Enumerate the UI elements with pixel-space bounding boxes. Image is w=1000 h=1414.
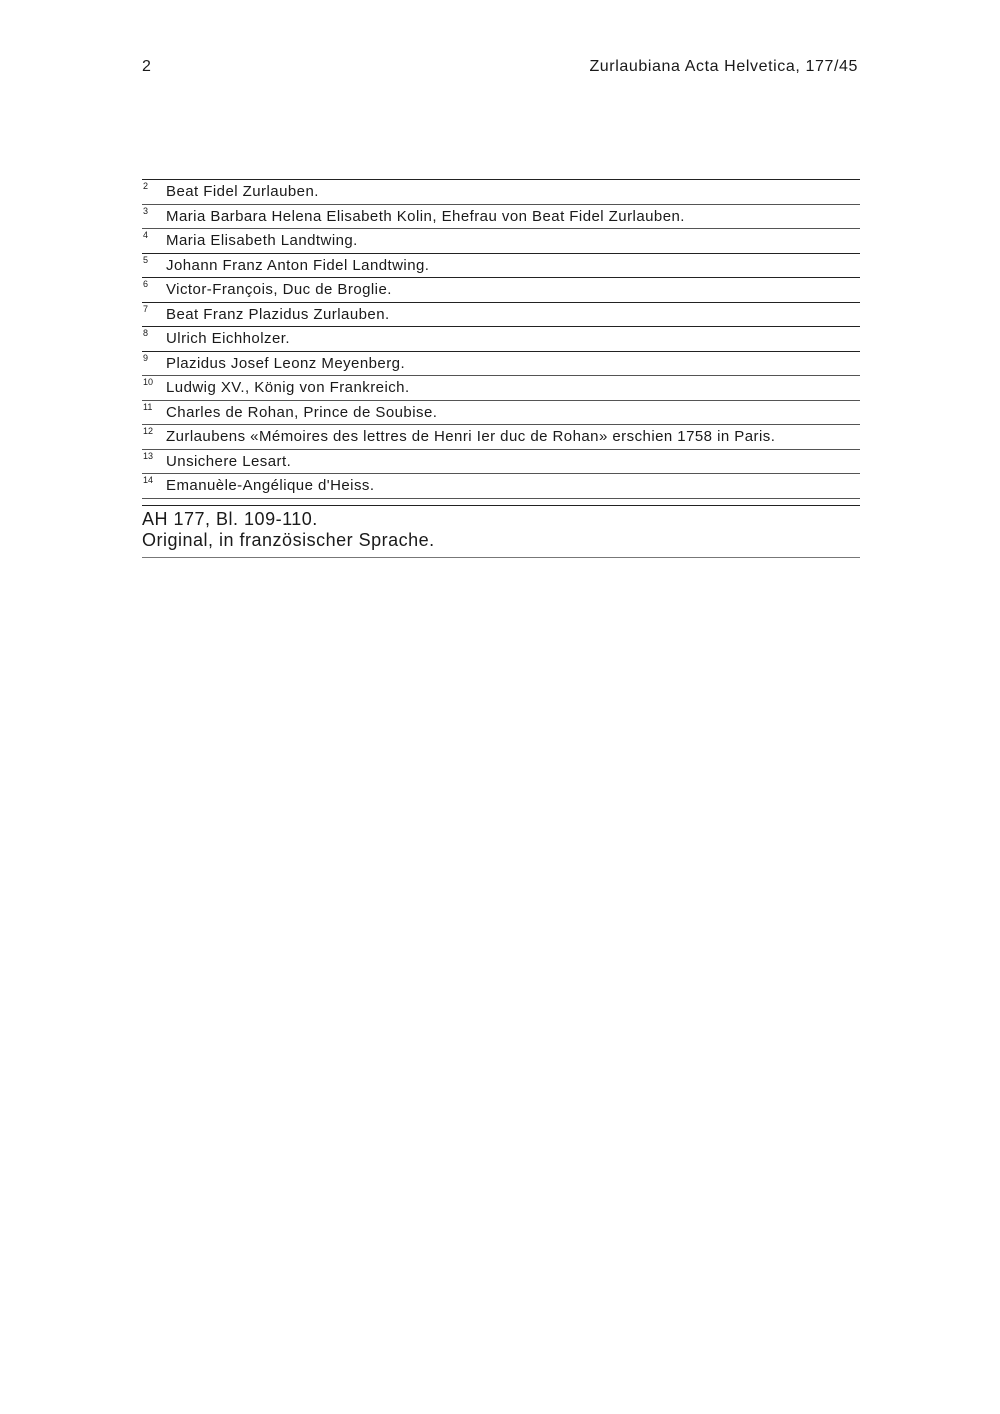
footnote-number: 11 <box>143 401 153 412</box>
footnote-number: 6 <box>143 279 149 289</box>
footnote-text: Ludwig XV., König von Frankreich. <box>166 379 410 396</box>
footnote-text: Beat Fidel Zurlauben. <box>166 183 319 200</box>
footnote-row <box>142 303 860 328</box>
footnote-number: 7 <box>143 303 149 314</box>
footnote-row <box>142 474 860 499</box>
footnote-number: 10 <box>143 377 154 387</box>
footnote-number: 5 <box>143 254 149 265</box>
footnote-number: 2 <box>143 181 149 191</box>
footnote-text: Charles de Rohan, Prince de Soubise. <box>166 403 438 421</box>
source-language-note: Original, in französischer Sprache. <box>142 530 435 550</box>
footnote-text: Maria Elisabeth Landtwing. <box>166 232 358 249</box>
footnote-text: Victor-François, Duc de Broglie. <box>166 281 392 298</box>
footnote-row <box>142 278 860 303</box>
footnote-text: Maria Barbara Helena Elisabeth Kolin, Ehefrau von Beat Fidel Zurlauben. <box>166 207 685 225</box>
footnote-row <box>142 254 860 279</box>
footnote-text: Beat Franz Plazidus Zurlauben. <box>166 305 390 323</box>
footnote-text: Emanuèle-Angélique d'Heiss. <box>166 477 375 494</box>
footnote-text: Plazidus Josef Leonz Meyenberg. <box>166 354 406 372</box>
footnote-number: 4 <box>143 230 149 240</box>
footnote-number: 13 <box>143 450 154 461</box>
footnote-text: Ulrich Eichholzer. <box>166 330 290 347</box>
footnote-row <box>142 229 860 254</box>
footnote-row <box>142 352 860 377</box>
footnote-row <box>142 401 860 426</box>
footnote-row <box>142 180 860 205</box>
footnote-number: 14 <box>143 475 154 485</box>
source-reference: AH 177, Bl. 109-110. <box>142 509 318 529</box>
footnote-row <box>142 205 860 230</box>
footnote-row <box>142 376 860 401</box>
footnotes-table <box>142 179 860 499</box>
footnote-number: 9 <box>143 352 149 363</box>
page-number: 2 <box>142 58 152 75</box>
footnote-text: Zurlaubens «Mémoires des lettres de Henri Ier duc de Rohan» erschien 1758 in Paris. <box>166 428 776 445</box>
footnote-row <box>142 425 860 450</box>
source-note <box>142 505 860 558</box>
footnote-text: Unsichere Lesart. <box>166 452 292 470</box>
footnote-row <box>142 450 860 475</box>
footnote-number: 3 <box>143 205 149 216</box>
footnote-number: 12 <box>143 426 154 436</box>
running-head: Zurlaubiana Acta Helvetica, 177/45 <box>589 58 858 75</box>
footnote-number: 8 <box>143 328 149 338</box>
footnote-text: Johann Franz Anton Fidel Landtwing. <box>166 256 430 274</box>
footnote-row <box>142 327 860 352</box>
